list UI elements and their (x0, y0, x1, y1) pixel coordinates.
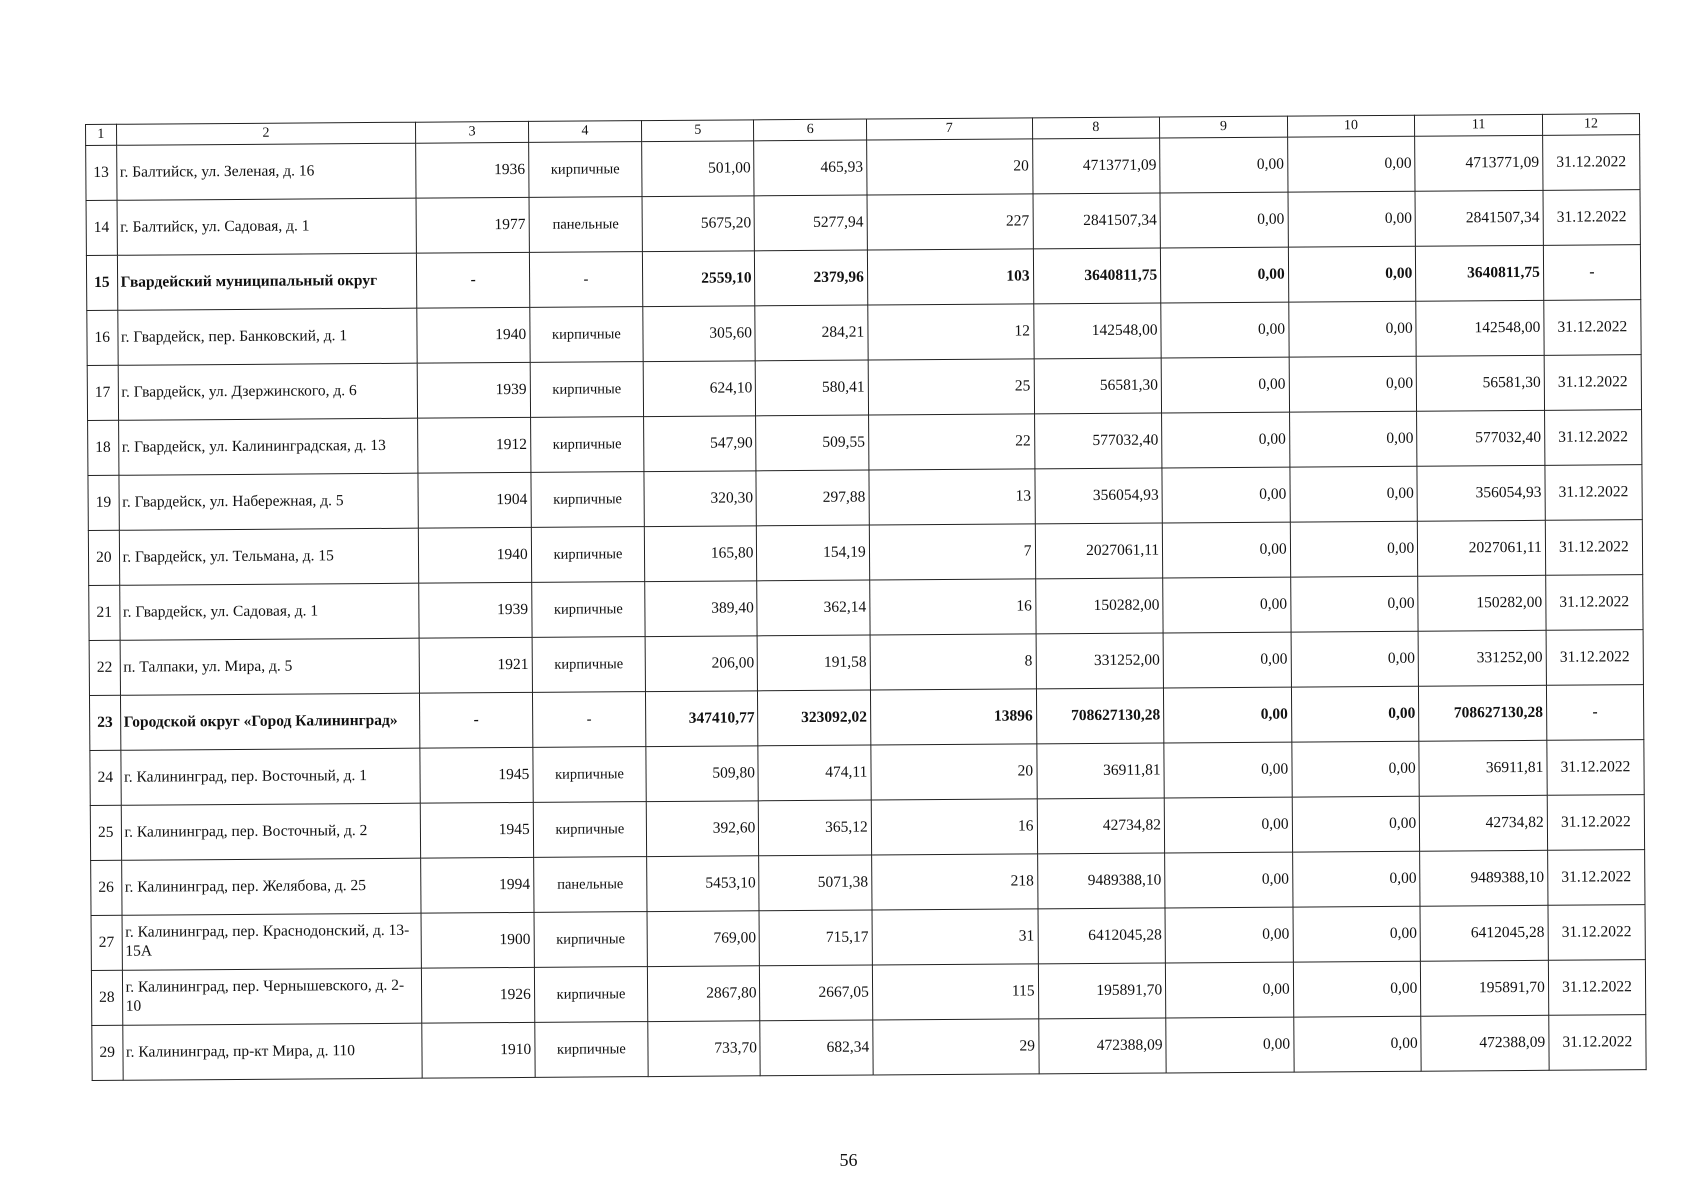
residents-cell: 13 (869, 469, 1035, 525)
completion-date-cell: 31.12.2022 (1543, 190, 1641, 246)
cost-col9-cell: 0,00 (1165, 907, 1293, 963)
cost-col9-cell: 0,00 (1163, 632, 1291, 688)
cost-col11-cell: 356054,93 (1417, 465, 1545, 521)
material-cell: кирпичные (528, 142, 642, 198)
area-living-cell: 509,55 (756, 415, 869, 471)
year-cell: 1940 (417, 307, 530, 363)
cost-col11-cell: 472388,09 (1421, 1015, 1549, 1071)
row-number: 16 (87, 310, 118, 365)
cost-col9-cell: 0,00 (1164, 687, 1292, 743)
cost-total-cell: 142548,00 (1033, 303, 1161, 359)
column-header-2: 2 (116, 122, 416, 145)
residents-cell: 16 (869, 579, 1035, 635)
cost-col11-cell: 331252,00 (1418, 630, 1546, 686)
material-cell: панельные (529, 197, 643, 253)
completion-date-cell: 31.12.2022 (1544, 355, 1642, 411)
column-header-8: 8 (1032, 117, 1160, 139)
cost-total-cell: 42734,82 (1037, 798, 1165, 854)
row-number: 23 (89, 695, 120, 750)
area-living-cell: 682,34 (760, 1020, 873, 1076)
material-cell: кирпичные (535, 1022, 649, 1078)
cost-col9-cell: 0,00 (1162, 412, 1290, 468)
material-cell: кирпичные (533, 747, 647, 803)
address-cell: г. Гвардейск, ул. Садовая, д. 1 (119, 583, 419, 640)
column-header-11: 11 (1415, 114, 1543, 136)
residents-cell: 115 (872, 964, 1038, 1020)
residents-cell: 25 (868, 359, 1034, 415)
cost-col10-cell: 0,00 (1288, 191, 1416, 247)
cost-total-cell: 2027061,11 (1035, 523, 1163, 579)
row-number: 15 (86, 255, 117, 310)
residents-cell: 29 (873, 1019, 1039, 1075)
material-cell: панельные (533, 857, 647, 913)
table-row (92, 1015, 1646, 1081)
material-cell: кирпичные (530, 417, 644, 473)
area-living-cell: 2667,05 (760, 965, 873, 1021)
material-cell: кирпичные (531, 527, 645, 583)
column-header-3: 3 (416, 121, 528, 143)
area-living-cell: 297,88 (756, 470, 869, 526)
row-number: 21 (89, 585, 120, 640)
area-living-cell: 362,14 (757, 580, 870, 636)
year-cell: 1939 (418, 362, 531, 418)
completion-date-cell: 31.12.2022 (1545, 465, 1643, 521)
column-header-7: 7 (866, 118, 1032, 140)
address-cell: г. Гвардейск, пер. Банковский, д. 1 (117, 308, 417, 365)
cost-col10-cell: 0,00 (1288, 246, 1416, 302)
cost-col9-cell: 0,00 (1161, 357, 1289, 413)
area-living-cell: 580,41 (756, 360, 869, 416)
area-living-cell: 284,21 (755, 305, 868, 361)
cost-col10-cell: 0,00 (1293, 906, 1421, 962)
completion-date-cell: - (1546, 685, 1644, 741)
residents-cell: 22 (868, 414, 1034, 470)
completion-date-cell: 31.12.2022 (1544, 410, 1642, 466)
cost-total-cell: 331252,00 (1036, 633, 1164, 689)
row-number: 27 (91, 915, 122, 970)
area-living-cell: 474,11 (758, 745, 871, 801)
page-number: 56 (839, 1150, 858, 1170)
completion-date-cell: 31.12.2022 (1542, 135, 1640, 191)
area-total-cell: 347410,77 (646, 691, 759, 747)
row-number: 26 (91, 860, 122, 915)
cost-total-cell: 3640811,75 (1033, 248, 1161, 304)
cost-col10-cell: 0,00 (1293, 1016, 1421, 1072)
cost-col11-cell: 2841507,34 (1415, 190, 1543, 246)
year-cell: 1912 (418, 417, 531, 473)
cost-col9-cell: 0,00 (1165, 852, 1293, 908)
cost-col10-cell: 0,00 (1291, 686, 1419, 742)
address-cell: г. Гвардейск, ул. Дзержинского, д. 6 (118, 363, 418, 420)
row-number: 17 (87, 365, 118, 420)
row-number: 20 (88, 530, 119, 585)
year-cell: 1940 (419, 527, 532, 583)
residents-cell: 31 (872, 909, 1038, 965)
completion-date-cell: 31.12.2022 (1549, 1015, 1647, 1071)
area-living-cell: 365,12 (759, 800, 872, 856)
material-cell: кирпичные (531, 582, 645, 638)
area-living-cell: 2379,96 (755, 250, 868, 306)
cost-col10-cell: 0,00 (1289, 356, 1417, 412)
row-number: 25 (90, 805, 121, 860)
material-cell: кирпичные (534, 912, 648, 968)
cost-total-cell: 356054,93 (1034, 468, 1162, 524)
cost-total-cell: 9489388,10 (1037, 853, 1165, 909)
residents-cell: 20 (866, 139, 1032, 195)
area-total-cell: 501,00 (642, 141, 755, 197)
year-cell: - (420, 692, 533, 748)
year-cell: 1921 (420, 637, 533, 693)
area-total-cell: 165,80 (644, 526, 757, 582)
cost-col9-cell: 0,00 (1164, 797, 1292, 853)
column-header-6: 6 (754, 119, 866, 141)
address-cell: г. Гвардейск, ул. Набережная, д. 5 (118, 473, 418, 530)
cost-total-cell: 472388,09 (1038, 1018, 1166, 1074)
completion-date-cell: 31.12.2022 (1546, 630, 1644, 686)
address-cell: г. Балтийск, ул. Садовая, д. 1 (117, 198, 417, 255)
row-number: 13 (86, 145, 117, 200)
year-cell: - (417, 252, 530, 308)
area-living-cell: 715,17 (759, 910, 872, 966)
year-cell: 1945 (421, 802, 534, 858)
address-cell: г. Гвардейск, ул. Калининградская, д. 13 (118, 418, 418, 475)
cost-col11-cell: 195891,70 (1421, 960, 1549, 1016)
cost-col9-cell: 0,00 (1166, 1017, 1294, 1073)
cost-total-cell: 708627130,28 (1036, 688, 1164, 744)
cost-col11-cell: 708627130,28 (1419, 685, 1547, 741)
material-cell: кирпичные (532, 637, 646, 693)
cost-col11-cell: 4713771,09 (1415, 135, 1543, 191)
row-number: 14 (86, 200, 117, 255)
residents-cell: 12 (868, 304, 1034, 360)
area-living-cell: 154,19 (757, 525, 870, 581)
residents-cell: 20 (871, 744, 1037, 800)
year-cell: 1900 (421, 912, 534, 968)
cost-col11-cell: 142548,00 (1416, 300, 1544, 356)
completion-date-cell: 31.12.2022 (1548, 960, 1646, 1016)
year-cell: 1945 (420, 747, 533, 803)
cost-col11-cell: 6412045,28 (1420, 905, 1548, 961)
cost-total-cell: 577032,40 (1034, 413, 1162, 469)
row-number: 28 (91, 970, 122, 1025)
row-number: 24 (90, 750, 121, 805)
year-cell: 1994 (421, 857, 534, 913)
area-total-cell: 5453,10 (647, 856, 760, 912)
residents-cell: 16 (871, 799, 1037, 855)
cost-col10-cell: 0,00 (1290, 576, 1418, 632)
column-header-12: 12 (1542, 114, 1639, 136)
address-cell: г. Калининград, пр-кт Мира, д. 110 (122, 1023, 422, 1080)
area-total-cell: 547,90 (644, 416, 757, 472)
cost-col10-cell: 0,00 (1292, 741, 1420, 797)
material-cell: - (532, 692, 646, 748)
completion-date-cell: 31.12.2022 (1544, 300, 1642, 356)
residents-cell: 8 (870, 634, 1036, 690)
cost-col11-cell: 36911,81 (1419, 740, 1547, 796)
area-living-cell: 191,58 (758, 635, 871, 691)
area-living-cell: 323092,02 (758, 690, 871, 746)
address-cell: г. Калининград, пер. Краснодонский, д. 13-15А (122, 913, 422, 970)
cost-col9-cell: 0,00 (1164, 742, 1292, 798)
area-total-cell: 389,40 (645, 581, 758, 637)
year-cell: 1977 (416, 197, 529, 253)
residents-cell: 218 (871, 854, 1037, 910)
cost-total-cell: 150282,00 (1035, 578, 1163, 634)
cost-total-cell: 36911,81 (1036, 743, 1164, 799)
cost-col11-cell: 2027061,11 (1418, 520, 1546, 576)
cost-col10-cell: 0,00 (1288, 301, 1416, 357)
area-total-cell: 2559,10 (643, 251, 756, 307)
area-living-cell: 465,93 (754, 140, 867, 196)
cost-col9-cell: 0,00 (1160, 137, 1288, 193)
year-cell: 1910 (422, 1022, 535, 1078)
area-total-cell: 624,10 (643, 361, 756, 417)
cost-col9-cell: 0,00 (1162, 522, 1290, 578)
cost-col10-cell: 0,00 (1287, 136, 1415, 192)
cost-col11-cell: 3640811,75 (1416, 245, 1544, 301)
completion-date-cell: 31.12.2022 (1547, 795, 1645, 851)
address-cell: г. Калининград, пер. Восточный, д. 1 (120, 748, 420, 805)
material-cell: кирпичные (530, 362, 644, 418)
cost-col10-cell: 0,00 (1291, 631, 1419, 687)
address-cell: г. Балтийск, ул. Зеленая, д. 16 (116, 143, 416, 200)
cost-col10-cell: 0,00 (1293, 961, 1421, 1017)
table-body (86, 114, 1647, 1081)
row-number: 18 (88, 420, 119, 475)
cost-col9-cell: 0,00 (1162, 467, 1290, 523)
column-header-9: 9 (1160, 116, 1288, 138)
housing-table (85, 113, 1647, 1081)
cost-col10-cell: 0,00 (1292, 851, 1420, 907)
address-cell: г. Калининград, пер. Желябова, д. 25 (121, 858, 421, 915)
cost-col11-cell: 9489388,10 (1420, 850, 1548, 906)
material-cell: кирпичные (534, 967, 648, 1023)
year-cell: 1904 (418, 472, 531, 528)
year-cell: 1939 (419, 582, 532, 638)
completion-date-cell: 31.12.2022 (1547, 850, 1645, 906)
year-cell: 1936 (416, 142, 529, 198)
residents-cell: 227 (867, 194, 1033, 250)
address-cell: Городской округ «Город Калининград» (120, 693, 420, 750)
cost-col11-cell: 150282,00 (1418, 575, 1546, 631)
cost-col10-cell: 0,00 (1292, 796, 1420, 852)
column-header-4: 4 (528, 121, 642, 143)
residents-cell: 7 (869, 524, 1035, 580)
cost-total-cell: 6412045,28 (1038, 908, 1166, 964)
material-cell: кирпичные (533, 802, 647, 858)
completion-date-cell: 31.12.2022 (1545, 520, 1643, 576)
completion-date-cell: - (1543, 245, 1641, 301)
area-total-cell: 5675,20 (642, 196, 755, 252)
cost-col11-cell: 42734,82 (1419, 795, 1547, 851)
area-total-cell: 206,00 (645, 636, 758, 692)
area-total-cell: 2867,80 (648, 966, 761, 1022)
address-cell: п. Талпаки, ул. Мира, д. 5 (120, 638, 420, 695)
row-number: 22 (89, 640, 120, 695)
material-cell: кирпичные (531, 472, 645, 528)
cost-total-cell: 2841507,34 (1033, 193, 1161, 249)
address-cell: г. Гвардейск, ул. Тельмана, д. 15 (119, 528, 419, 585)
cost-col10-cell: 0,00 (1290, 466, 1418, 522)
area-total-cell: 509,80 (646, 746, 759, 802)
year-cell: 1926 (422, 967, 535, 1023)
address-cell: г. Калининград, пер. Чернышевского, д. 2-10 (122, 968, 422, 1025)
residents-cell: 13896 (870, 689, 1036, 745)
column-header-1: 1 (86, 124, 117, 145)
area-total-cell: 320,30 (644, 471, 757, 527)
address-cell: Гвардейский муниципальный округ (117, 253, 417, 310)
cost-col9-cell: 0,00 (1160, 192, 1288, 248)
material-cell: кирпичные (530, 307, 644, 363)
cost-col9-cell: 0,00 (1163, 577, 1291, 633)
cost-col9-cell: 0,00 (1160, 247, 1288, 303)
area-total-cell: 392,60 (646, 801, 759, 857)
cost-col9-cell: 0,00 (1165, 962, 1293, 1018)
cost-col9-cell: 0,00 (1161, 302, 1289, 358)
cost-total-cell: 195891,70 (1038, 963, 1166, 1019)
cost-col10-cell: 0,00 (1289, 411, 1417, 467)
cost-col11-cell: 56581,30 (1416, 355, 1544, 411)
row-number: 29 (92, 1025, 123, 1080)
area-total-cell: 769,00 (647, 911, 760, 967)
column-header-5: 5 (642, 120, 754, 142)
completion-date-cell: 31.12.2022 (1548, 905, 1646, 961)
area-total-cell: 733,70 (648, 1021, 761, 1077)
area-living-cell: 5277,94 (754, 195, 867, 251)
area-living-cell: 5071,38 (759, 855, 872, 911)
cost-total-cell: 4713771,09 (1032, 138, 1160, 194)
address-cell: г. Калининград, пер. Восточный, д. 2 (121, 803, 421, 860)
material-cell: - (529, 252, 643, 308)
area-total-cell: 305,60 (643, 306, 756, 362)
residents-cell: 103 (867, 249, 1033, 305)
row-number: 19 (88, 475, 119, 530)
column-header-10: 10 (1287, 115, 1415, 137)
cost-total-cell: 56581,30 (1034, 358, 1162, 414)
completion-date-cell: 31.12.2022 (1546, 575, 1644, 631)
completion-date-cell: 31.12.2022 (1547, 740, 1645, 796)
cost-col10-cell: 0,00 (1290, 521, 1418, 577)
cost-col11-cell: 577032,40 (1417, 410, 1545, 466)
